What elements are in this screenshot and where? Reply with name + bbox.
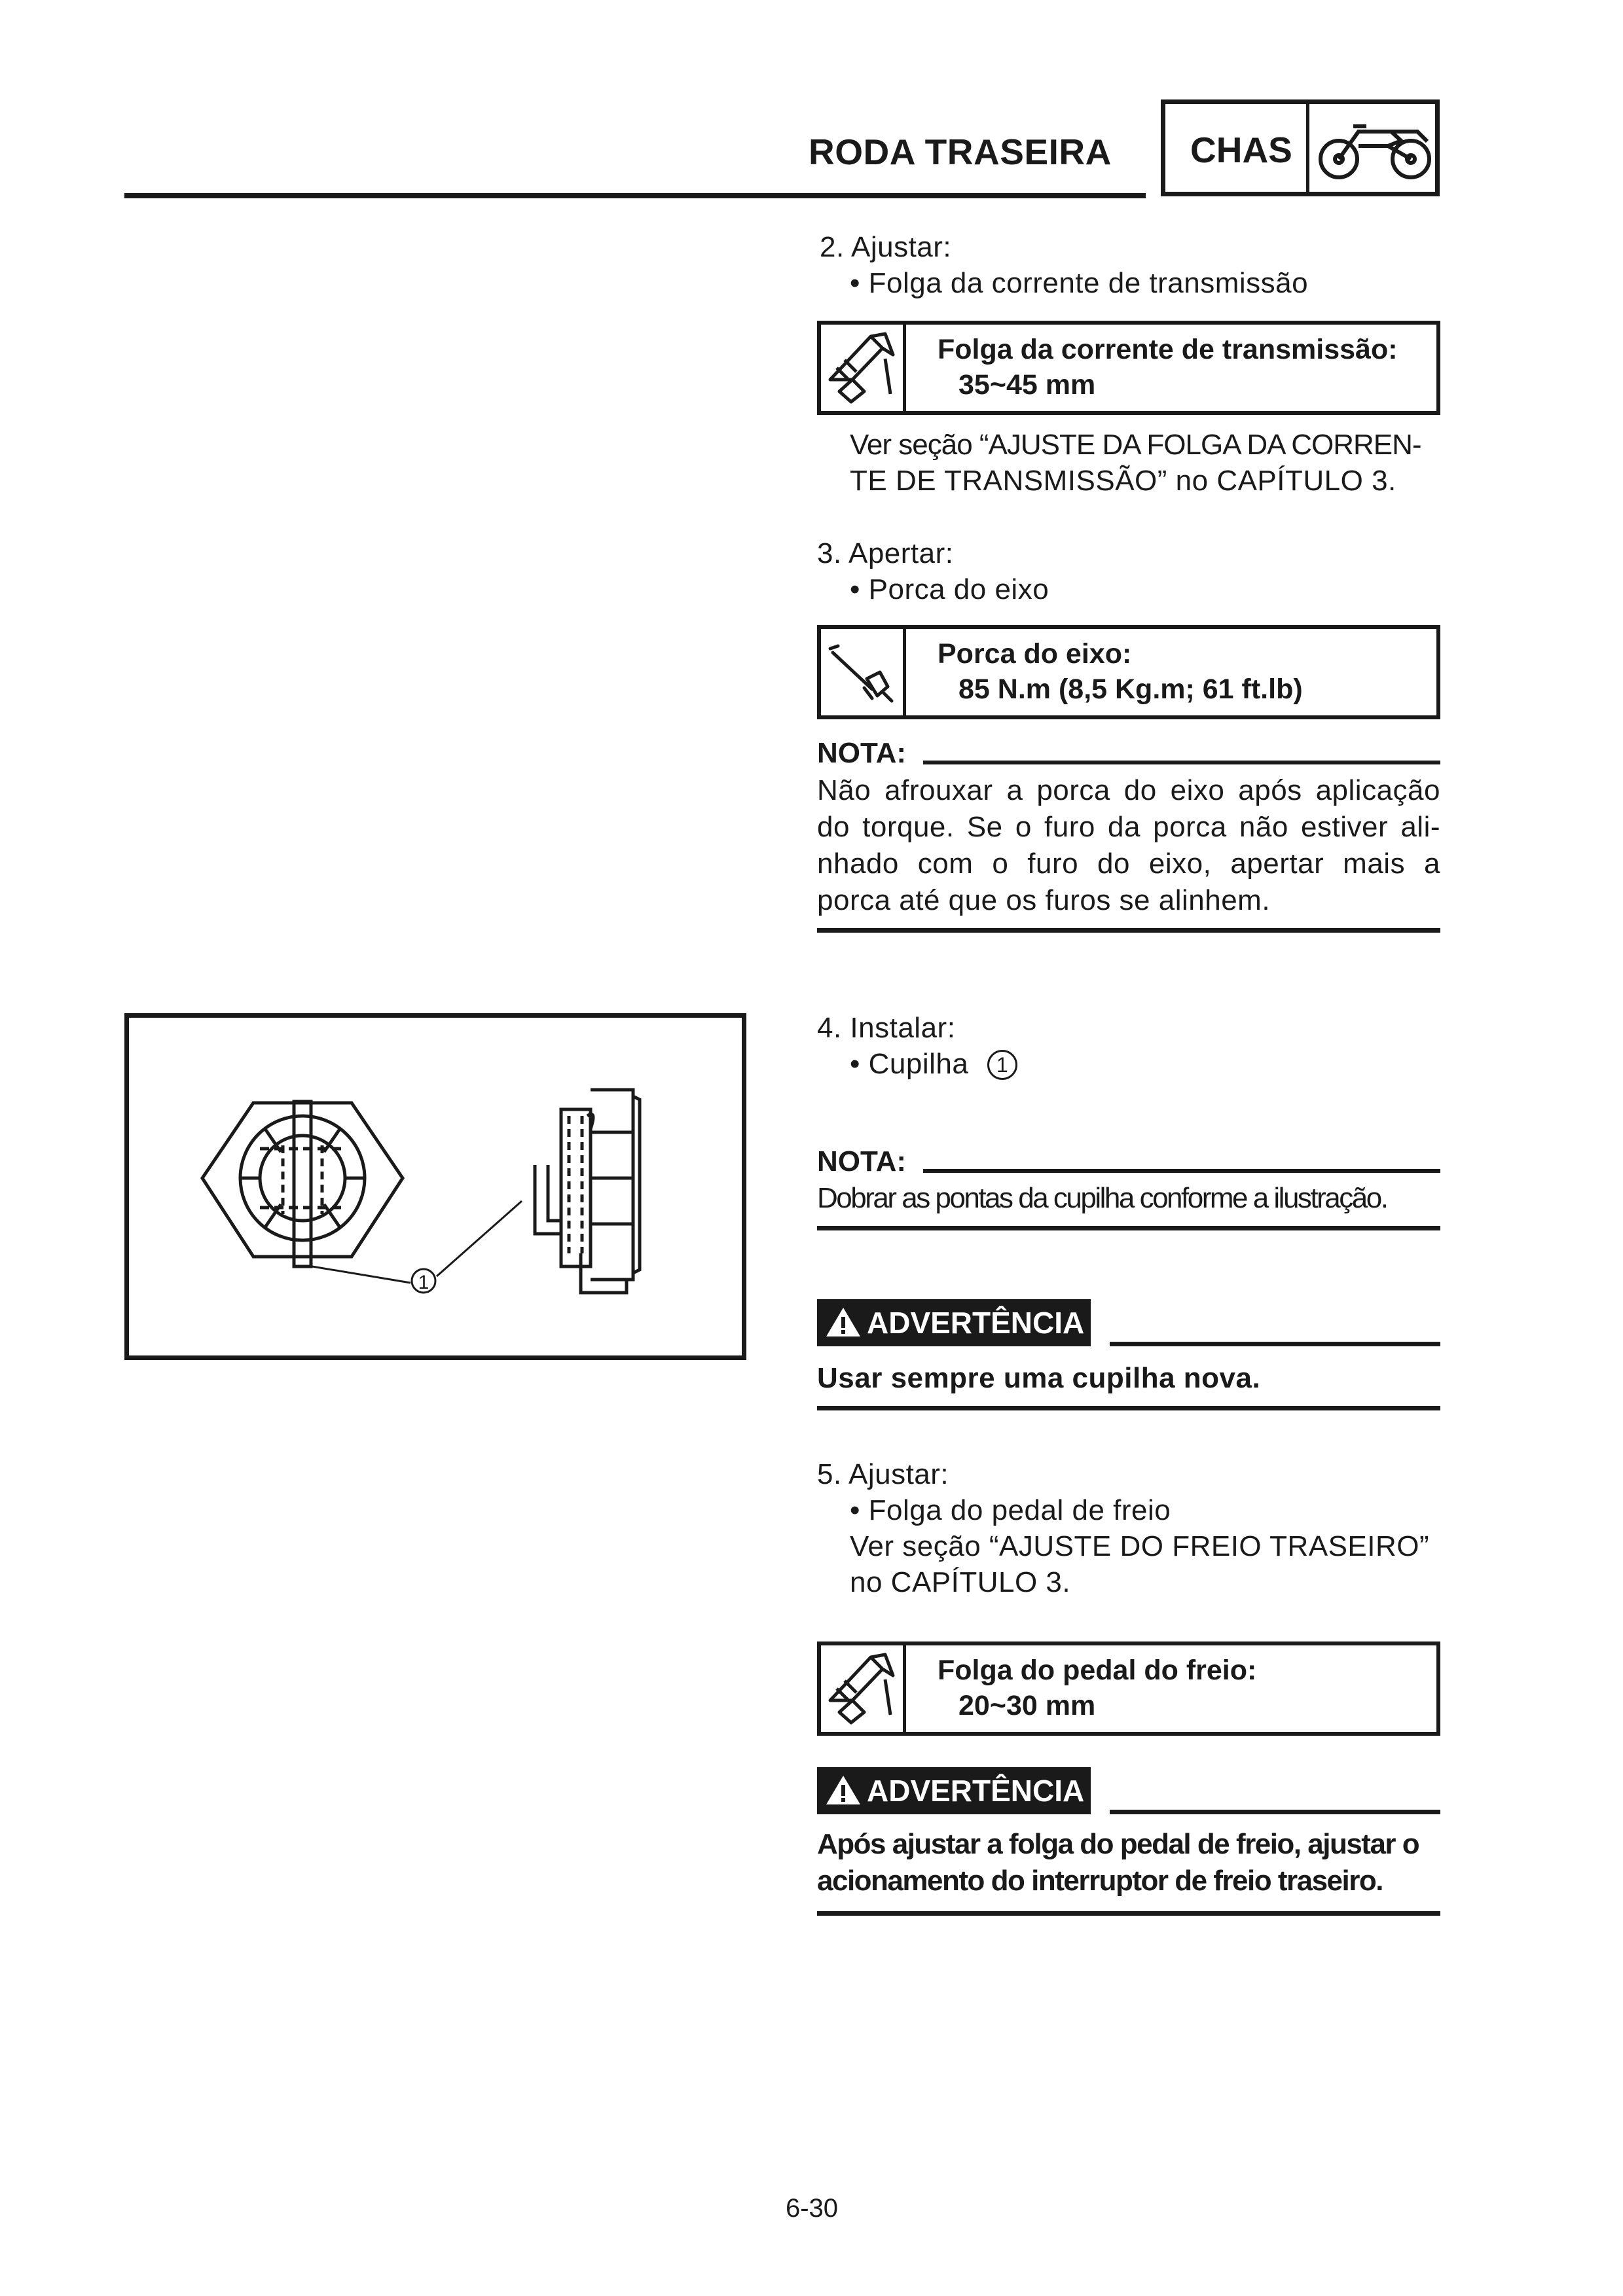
step5-reference-line1: Ver seção “AJUSTE DO FREIO TRASEIRO” bbox=[850, 1530, 1430, 1562]
step2-reference-line2: TE DE TRANSMISSÃO” no CAPÍTULO 3. bbox=[850, 465, 1396, 497]
spec-label: Folga da corrente de transmissão: bbox=[938, 334, 1398, 365]
nota-line: porca até que os furos se alinhem. bbox=[817, 884, 1271, 916]
spec-label: Folga do pedal do freio: bbox=[938, 1655, 1257, 1686]
header-rule bbox=[124, 193, 1146, 198]
warning-text: Usar sempre uma cupilha nova. bbox=[817, 1362, 1261, 1394]
nota-rule bbox=[923, 1169, 1440, 1173]
nota-end-rule bbox=[817, 928, 1440, 933]
warning-rule bbox=[1110, 1810, 1440, 1814]
badge-divider bbox=[1306, 104, 1309, 192]
step3-title: 3. Apertar: bbox=[817, 537, 954, 569]
nota-line: do torque. Se o furo da porca não estiver ali- bbox=[817, 811, 1440, 843]
step4-title: 4. Instalar: bbox=[817, 1012, 956, 1044]
warning-rule bbox=[1110, 1342, 1440, 1346]
nota-label: NOTA: bbox=[817, 737, 907, 769]
nota-text: Dobrar as pontas da cupilha conforme a ilustração. bbox=[817, 1182, 1387, 1214]
warning-line: acionamento do interruptor de freio traseiro. bbox=[817, 1865, 1383, 1897]
section-badge bbox=[1161, 99, 1440, 196]
axle-nut-cotter-pin-diagram bbox=[129, 1018, 742, 1355]
caliper-icon bbox=[825, 329, 898, 407]
warning-label: ADVERTÊNCIA bbox=[867, 1774, 1085, 1808]
motorcycle-icon bbox=[1313, 112, 1437, 187]
nota-line: Não afrouxar a porca do eixo após aplicação bbox=[817, 774, 1440, 806]
warning-text bbox=[817, 1826, 1440, 1899]
step2-title: 2. Ajustar: bbox=[820, 231, 952, 263]
nota-text bbox=[817, 772, 1440, 919]
warning-triangle-icon bbox=[825, 1774, 862, 1806]
nota-label: NOTA: bbox=[817, 1145, 907, 1177]
step3-bullet: • Porca do eixo bbox=[850, 573, 1049, 605]
spec-value: 85 N.m (8,5 Kg.m; 61 ft.lb) bbox=[958, 673, 1303, 705]
warning-end-rule bbox=[817, 1406, 1440, 1410]
warning-badge bbox=[817, 1767, 1091, 1814]
cotter-pin-illustration bbox=[124, 1013, 746, 1360]
torque-wrench-icon bbox=[825, 633, 898, 711]
step2-reference-line1: Ver seção “AJUSTE DA FOLGA DA CORREN- bbox=[850, 429, 1421, 461]
nota-rule bbox=[923, 761, 1440, 764]
step2-bullet: • Folga da corrente de transmissão bbox=[850, 267, 1309, 299]
page-number: 6-30 bbox=[785, 2194, 839, 2223]
nota-line: nhado com o furo do eixo, apertar mais a bbox=[817, 848, 1440, 880]
nota-end-rule bbox=[817, 1226, 1440, 1230]
caliper-icon bbox=[825, 1649, 898, 1728]
warning-end-rule bbox=[817, 1911, 1440, 1916]
step5-title: 5. Ajustar: bbox=[817, 1458, 949, 1490]
step5-reference-line2: no CAPÍTULO 3. bbox=[850, 1566, 1071, 1598]
step5-bullet: • Folga do pedal de freio bbox=[850, 1494, 1171, 1526]
warning-line: Após ajustar a folga do pedal de freio, ajustar o bbox=[817, 1828, 1419, 1860]
spec-label: Porca do eixo: bbox=[938, 638, 1132, 670]
warning-label: ADVERTÊNCIA bbox=[867, 1306, 1085, 1340]
page-title: RODA TRASEIRA bbox=[809, 132, 1112, 172]
section-label: CHAS bbox=[1190, 130, 1292, 170]
warning-badge bbox=[817, 1299, 1091, 1346]
step4-bullet bbox=[850, 1046, 1017, 1083]
spec-value: 20~30 mm bbox=[958, 1690, 1096, 1721]
callout-number: 1 bbox=[418, 1272, 429, 1293]
spec-box-axle-nut-torque bbox=[817, 625, 1440, 719]
warning-triangle-icon bbox=[825, 1306, 862, 1338]
spec-box-brake-pedal-play bbox=[817, 1641, 1440, 1736]
spec-box-chain-slack bbox=[817, 321, 1440, 415]
spec-value: 35~45 mm bbox=[958, 369, 1096, 401]
callout-badge: 1 bbox=[987, 1050, 1017, 1080]
bullet-text: • Cupilha bbox=[850, 1048, 969, 1080]
